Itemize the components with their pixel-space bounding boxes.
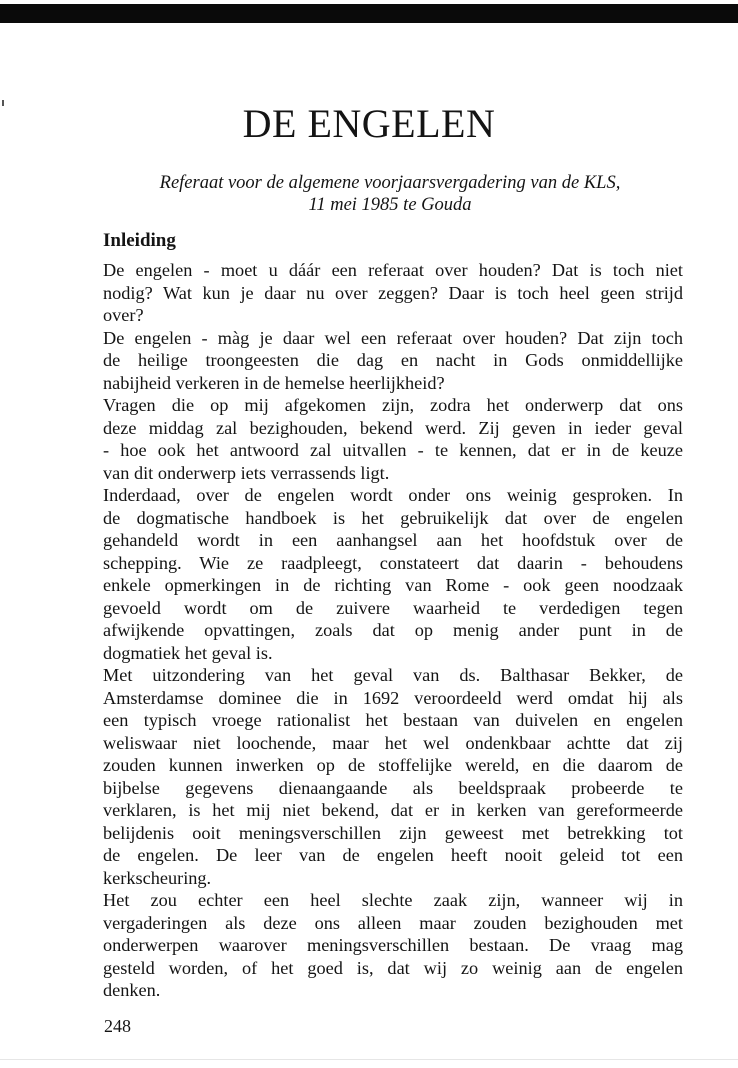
- text-line: bijbelse gegevens dienaangaande als beeldspraak probeerde te: [103, 777, 683, 798]
- text-line: over?: [103, 305, 144, 325]
- subtitle-line: Referaat voor de algemene voorjaarsvergadering van de KLS,: [159, 173, 621, 193]
- subtitle: [90, 172, 690, 216]
- body-text: [103, 259, 683, 1002]
- text-line: gesteld worden, of het goed is, dat wij zo weinig aan de engelen: [103, 957, 683, 978]
- text-line: Vragen die op mij afgekomen zijn, zodra het onderwerp dat ons: [103, 395, 683, 415]
- text-line: een typisch vroege rationalist het bestaan van duivelen en engelen: [103, 710, 683, 730]
- text-line: verklaren, is het mij niet bekend, dat er in kerken van gereformeerde: [103, 800, 683, 820]
- text-line: dogmatiek het geval is.: [103, 642, 273, 663]
- text-line: onderwerpen waarover meningsverschillen bestaan. De vraag mag: [103, 935, 683, 955]
- text-line: gevoeld wordt om de zuivere waarheid te verdedigen tegen: [103, 597, 683, 618]
- page-number: 248: [104, 1016, 131, 1036]
- bottom-scan-edge: [0, 1059, 738, 1060]
- text-line: - hoe ook het antwoord zal uitvallen - te kennen, dat er in de keuze: [103, 440, 683, 460]
- text-line: De engelen - màg je daar wel een referaat over houden? Dat zijn toch: [103, 327, 683, 348]
- section-heading: Inleiding: [103, 230, 176, 251]
- text-line: weliswaar niet loochende, maar het wel ondenkbaar achtte dat zij: [103, 732, 683, 753]
- subtitle-line: 11 mei 1985 te Gouda: [308, 195, 472, 215]
- text-line: schepping. Wie ze raadpleegt, constateert dat daarin - behoudens: [103, 552, 683, 573]
- text-line: de dogmatische handboek is het gebruikelijk dat over de engelen: [103, 507, 683, 528]
- text-line: vergaderingen als deze ons alleen maar zouden bezighouden met: [103, 912, 683, 933]
- text-line: van dit onderwerp iets verrassends ligt.: [103, 462, 390, 483]
- text-line: afwijkende opvattingen, zoals dat op menig ander punt in de: [103, 620, 683, 640]
- text-line: kerkscheuring.: [103, 867, 212, 888]
- text-line: enkele opmerkingen in de richting van Rome - ook geen noodzaak: [103, 575, 683, 595]
- text-line: de heilige troongeesten die dag en nacht in Gods onmiddellijke: [103, 350, 683, 370]
- text-line: nabijheid verkeren in de hemelse heerlijkheid?: [103, 372, 445, 393]
- text-line: Inderdaad, over de engelen wordt onder ons weinig gesproken. In: [103, 485, 683, 505]
- text-line: De engelen - moet u dáár een referaat over houden? Dat is toch niet: [103, 260, 683, 280]
- text-line: zouden kunnen inwerken op de stoffelijke wereld, en die daarom de: [103, 755, 683, 775]
- text-line: deze middag zal bezighouden, bekend werd. Zij geven in ieder geval: [103, 417, 683, 438]
- top-scan-border: [0, 4, 738, 23]
- text-line: Met uitzondering van het geval van ds. Balthasar Bekker, de: [103, 665, 683, 685]
- text-line: belijdenis ooit meningsverschillen zijn geweest met betrekking tot: [103, 822, 683, 843]
- text-line: gehandeld wordt in een aanhangsel aan het hoofdstuk over de: [103, 530, 683, 550]
- text-line: nodig? Wat kun je daar nu over zeggen? Daar is toch heel geen strijd: [103, 282, 683, 303]
- page-title: DE ENGELEN: [242, 101, 496, 146]
- text-line: Het zou echter een heel slechte zaak zijn, wanneer wij in: [103, 890, 683, 910]
- text-line: denken.: [103, 980, 161, 1000]
- text-line: de engelen. De leer van de engelen heeft nooit geleid tot een: [103, 845, 683, 865]
- text-line: Amsterdamse dominee die in 1692 veroordeeld werd omdat hij als: [103, 687, 683, 708]
